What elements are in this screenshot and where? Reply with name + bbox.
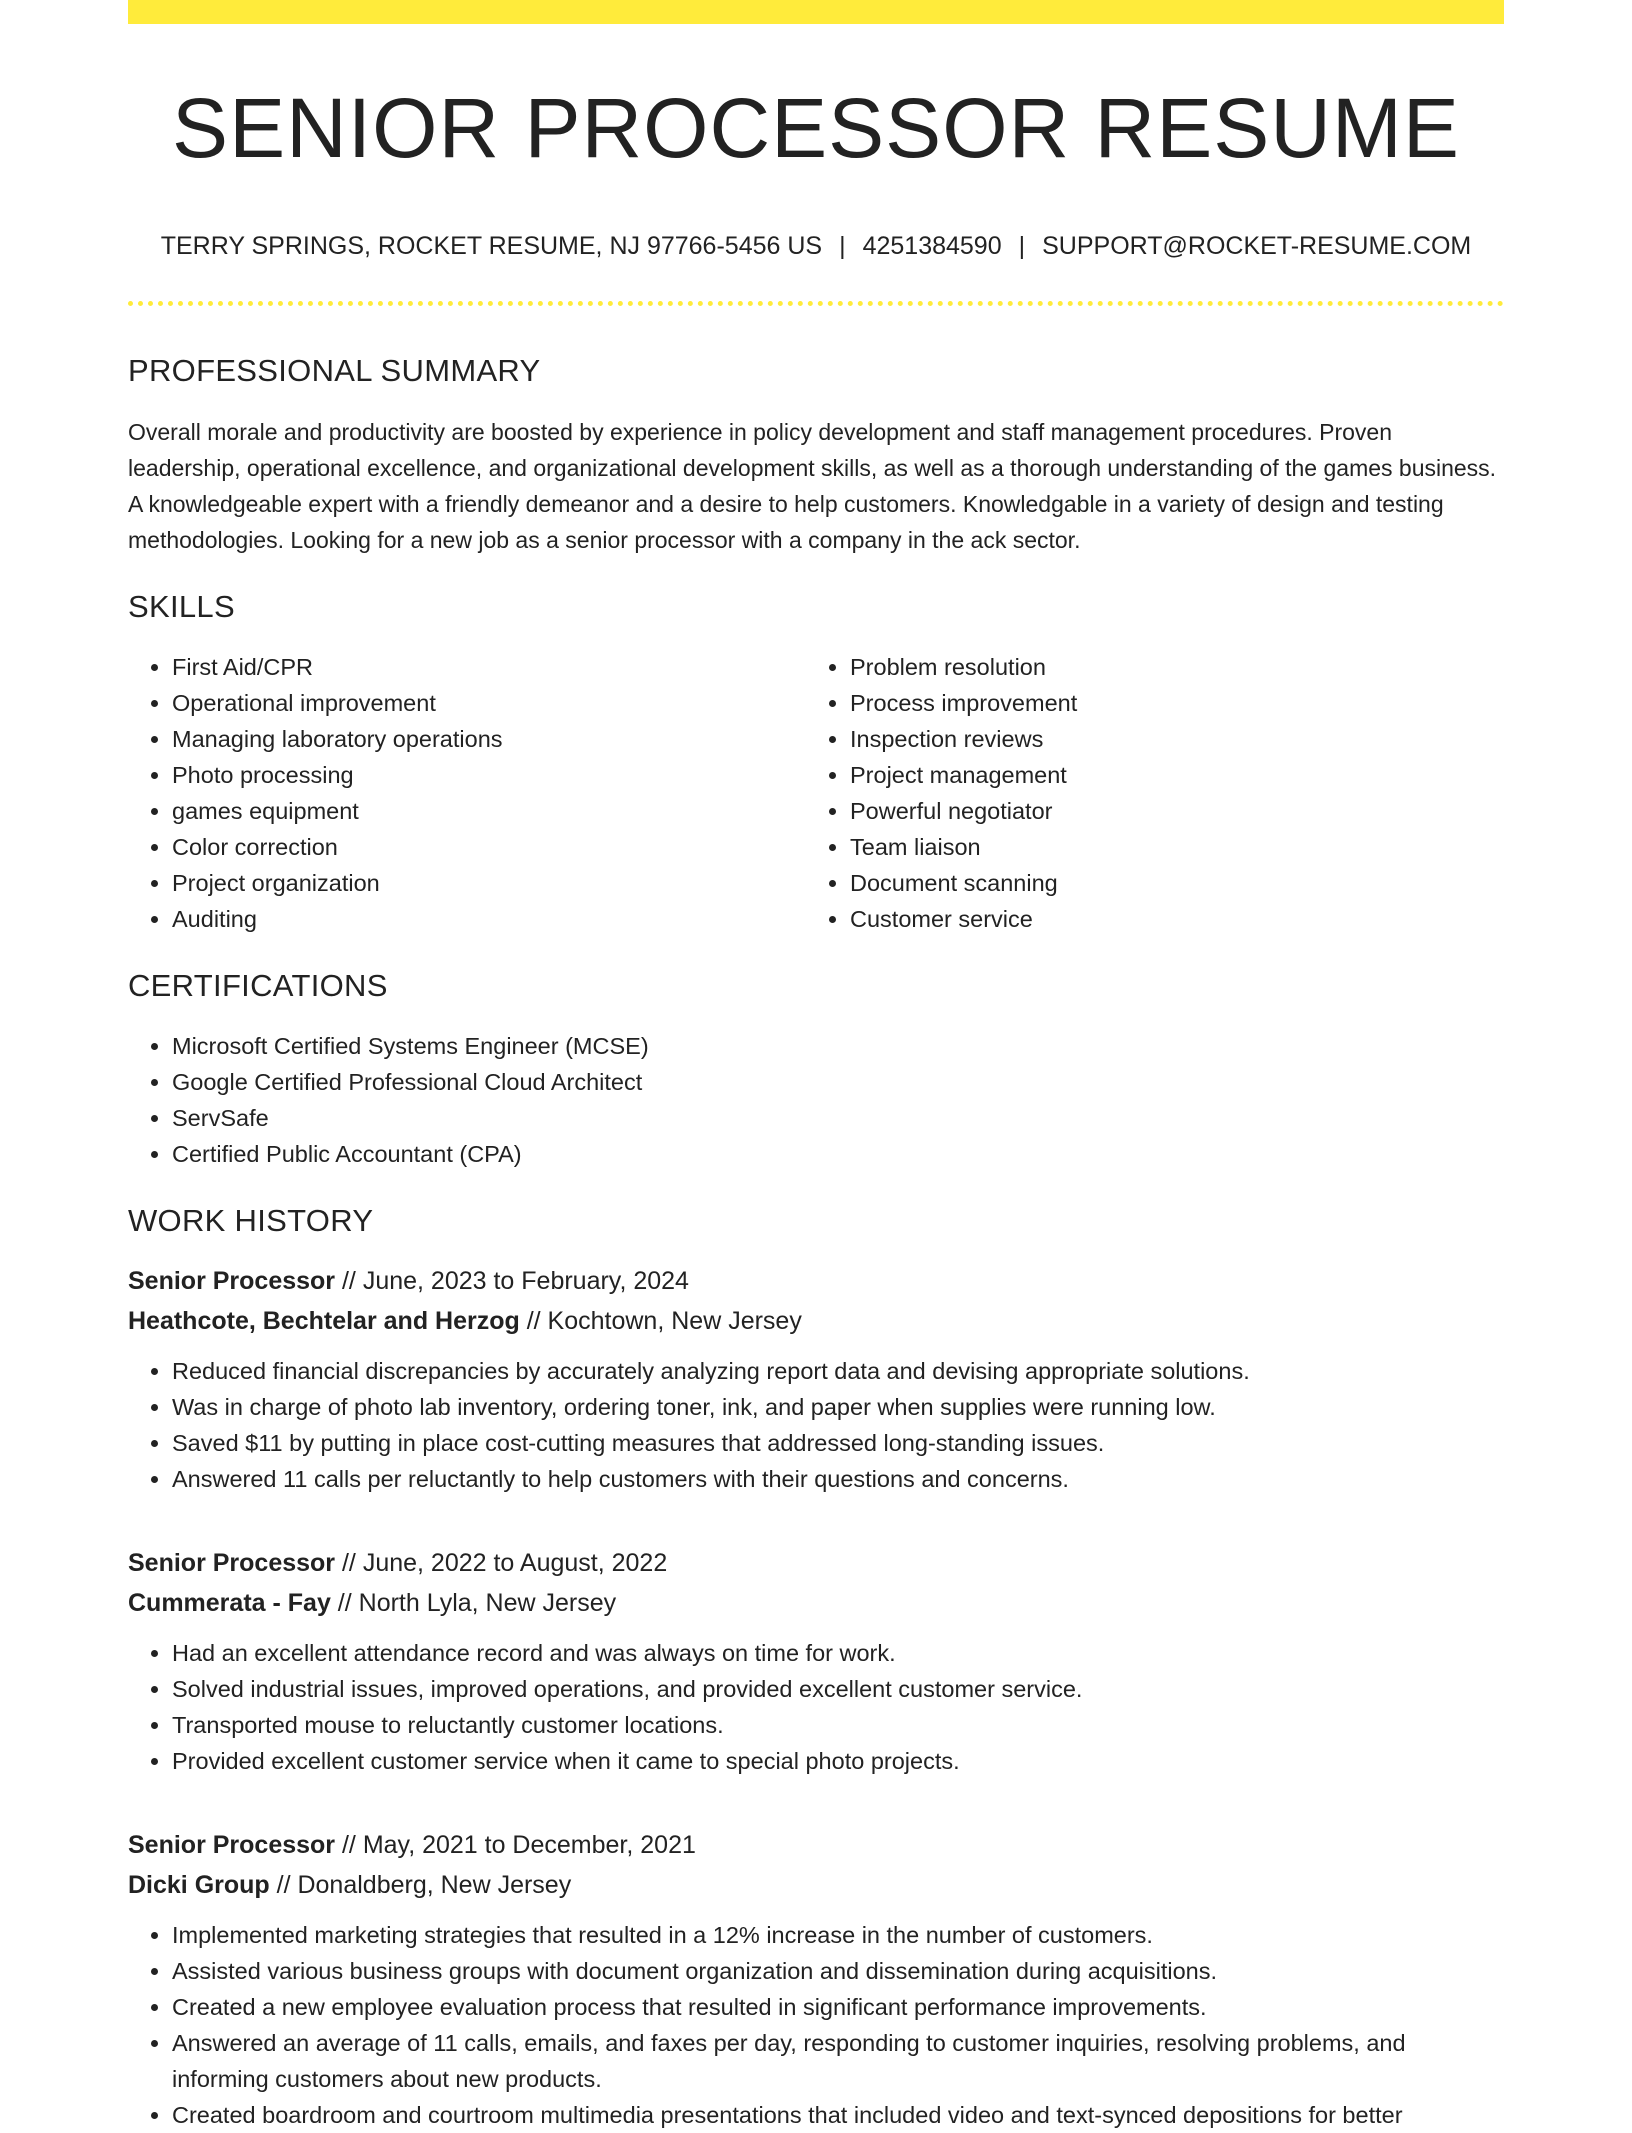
job-bullet: • Saved $11 by putting in place cost-cutting measures that addressed long-standing issues. <box>172 1425 1504 1461</box>
contact-address: TERRY SPRINGS, ROCKET RESUME, NJ 97766-5456 US <box>160 232 823 261</box>
certifications-list <box>128 1028 1504 1172</box>
job-bullet: • Created a new employee evaluation process that resulted in significant performance improvements. <box>172 1989 1504 2025</box>
job-title-line <box>128 1543 1504 1583</box>
contact-separator: | <box>1018 232 1026 261</box>
job-bullet: • Had an excellent attendance record and was always on time for work. <box>172 1635 1504 1671</box>
certification-item: • ServSafe <box>172 1100 1504 1136</box>
skills-heading: SKILLS <box>128 588 235 624</box>
job-bullets <box>128 1353 1504 1497</box>
skill-item: • Photo processing <box>172 757 806 793</box>
contact-separator: | <box>839 232 846 261</box>
job-dates: // June, 2022 to August, 2022 <box>335 1549 668 1578</box>
page-title: SENIOR PROCESSOR RESUME <box>172 81 1460 175</box>
job-dates: // June, 2023 to February, 2024 <box>335 1267 689 1296</box>
job-location: // North Lyla, New Jersey <box>330 1589 617 1618</box>
work-history-heading: WORK HISTORY <box>128 1202 374 1238</box>
job-entry <box>128 1543 1504 1779</box>
skill-item: • Managing laboratory operations <box>172 721 806 757</box>
skill-item: • Document scanning <box>850 865 1484 901</box>
summary-heading: PROFESSIONAL SUMMARY <box>128 353 541 389</box>
resume-page <box>128 0 1504 2133</box>
certifications-heading: CERTIFICATIONS <box>128 967 388 1003</box>
certification-item: • Google Certified Professional Cloud Architect <box>172 1064 1504 1100</box>
contact-email: SUPPORT@ROCKET-RESUME.COM <box>1042 232 1472 261</box>
certification-item: • Certified Public Accountant (CPA) <box>172 1136 1504 1172</box>
skill-item: • First Aid/CPR <box>172 649 806 685</box>
accent-top-bar <box>128 0 1504 24</box>
skill-item: • Project organization <box>172 865 806 901</box>
skill-item: • Operational improvement <box>172 685 806 721</box>
job-title: Senior Processor <box>128 1267 336 1296</box>
job-bullets <box>128 1635 1504 1779</box>
job-bullet: • Assisted various business groups with document organization and dissemination during acquisitions. <box>172 1953 1504 1989</box>
skill-item: • Powerful negotiator <box>850 793 1484 829</box>
contact-phone: 4251384590 <box>862 232 1002 261</box>
job-bullet: • Provided excellent customer service when it came to special photo projects. <box>172 1743 1504 1779</box>
job-bullet: • Created boardroom and courtroom multimedia presentations that included video and text-synced depositions for better <box>172 2097 1504 2133</box>
job-dates: // May, 2021 to December, 2021 <box>335 1831 696 1860</box>
skills-columns <box>128 649 1504 937</box>
skills-list-left <box>128 649 806 937</box>
job-title: Senior Processor <box>128 1549 336 1578</box>
job-bullet: • Solved industrial issues, improved operations, and provided excellent customer service. <box>172 1671 1504 1707</box>
skill-item: • Inspection reviews <box>850 721 1484 757</box>
skill-item: • Auditing <box>172 901 806 937</box>
skills-list-right <box>806 649 1484 937</box>
skill-item: • Process improvement <box>850 685 1484 721</box>
job-bullet: • Transported mouse to reluctantly customer locations. <box>172 1707 1504 1743</box>
skill-item: • Project management <box>850 757 1484 793</box>
job-bullets <box>128 1917 1504 2133</box>
job-bullet: • Was in charge of photo lab inventory, ordering toner, ink, and paper when supplies were running low. <box>172 1389 1504 1425</box>
job-company: Dicki Group <box>128 1871 270 1900</box>
job-company-line <box>128 1301 1504 1341</box>
job-location: // Donaldberg, New Jersey <box>269 1871 572 1900</box>
job-company: Heathcote, Bechtelar and Herzog <box>128 1307 520 1336</box>
job-title-line <box>128 1261 1504 1301</box>
work-history-list <box>128 1261 1504 2133</box>
job-title: Senior Processor <box>128 1831 336 1860</box>
job-title-line <box>128 1825 1504 1865</box>
skill-item: • Color correction <box>172 829 806 865</box>
skill-item: • Problem resolution <box>850 649 1484 685</box>
job-bullet: • Answered an average of 11 calls, emails, and faxes per day, responding to customer inquiries, resolving problems, and informing customers about new products. <box>172 2025 1504 2097</box>
job-bullet: • Reduced financial discrepancies by accurately analyzing report data and devising appropriate solutions. <box>172 1353 1504 1389</box>
job-bullet: • Implemented marketing strategies that resulted in a 12% increase in the number of customers. <box>172 1917 1504 1953</box>
skill-item: • Customer service <box>850 901 1484 937</box>
contact-line <box>128 232 1504 261</box>
job-company-line <box>128 1583 1504 1623</box>
certification-item: • Microsoft Certified Systems Engineer (MCSE) <box>172 1028 1504 1064</box>
job-company-line <box>128 1865 1504 1905</box>
summary-text: Overall morale and productivity are boosted by experience in policy development and staff management procedures. Proven leadership, operational excellence, and organizational development skills, as well as a thorough understanding of the games business. A knowledgeable expert with a friendly demeanor and a desire to help customers. Knowledgable in a variety of design and testing methodologies. Looking for a new job as a senior processor with a company in the ack sector. <box>128 418 1497 553</box>
job-bullet: • Answered 11 calls per reluctantly to help customers with their questions and concerns. <box>172 1461 1504 1497</box>
job-company: Cummerata - Fay <box>128 1589 331 1618</box>
skill-item: • Team liaison <box>850 829 1484 865</box>
job-entry <box>128 1261 1504 1497</box>
dotted-divider <box>128 301 1504 306</box>
job-entry <box>128 1825 1504 2133</box>
skill-item: • games equipment <box>172 793 806 829</box>
job-location: // Kochtown, New Jersey <box>519 1307 802 1336</box>
